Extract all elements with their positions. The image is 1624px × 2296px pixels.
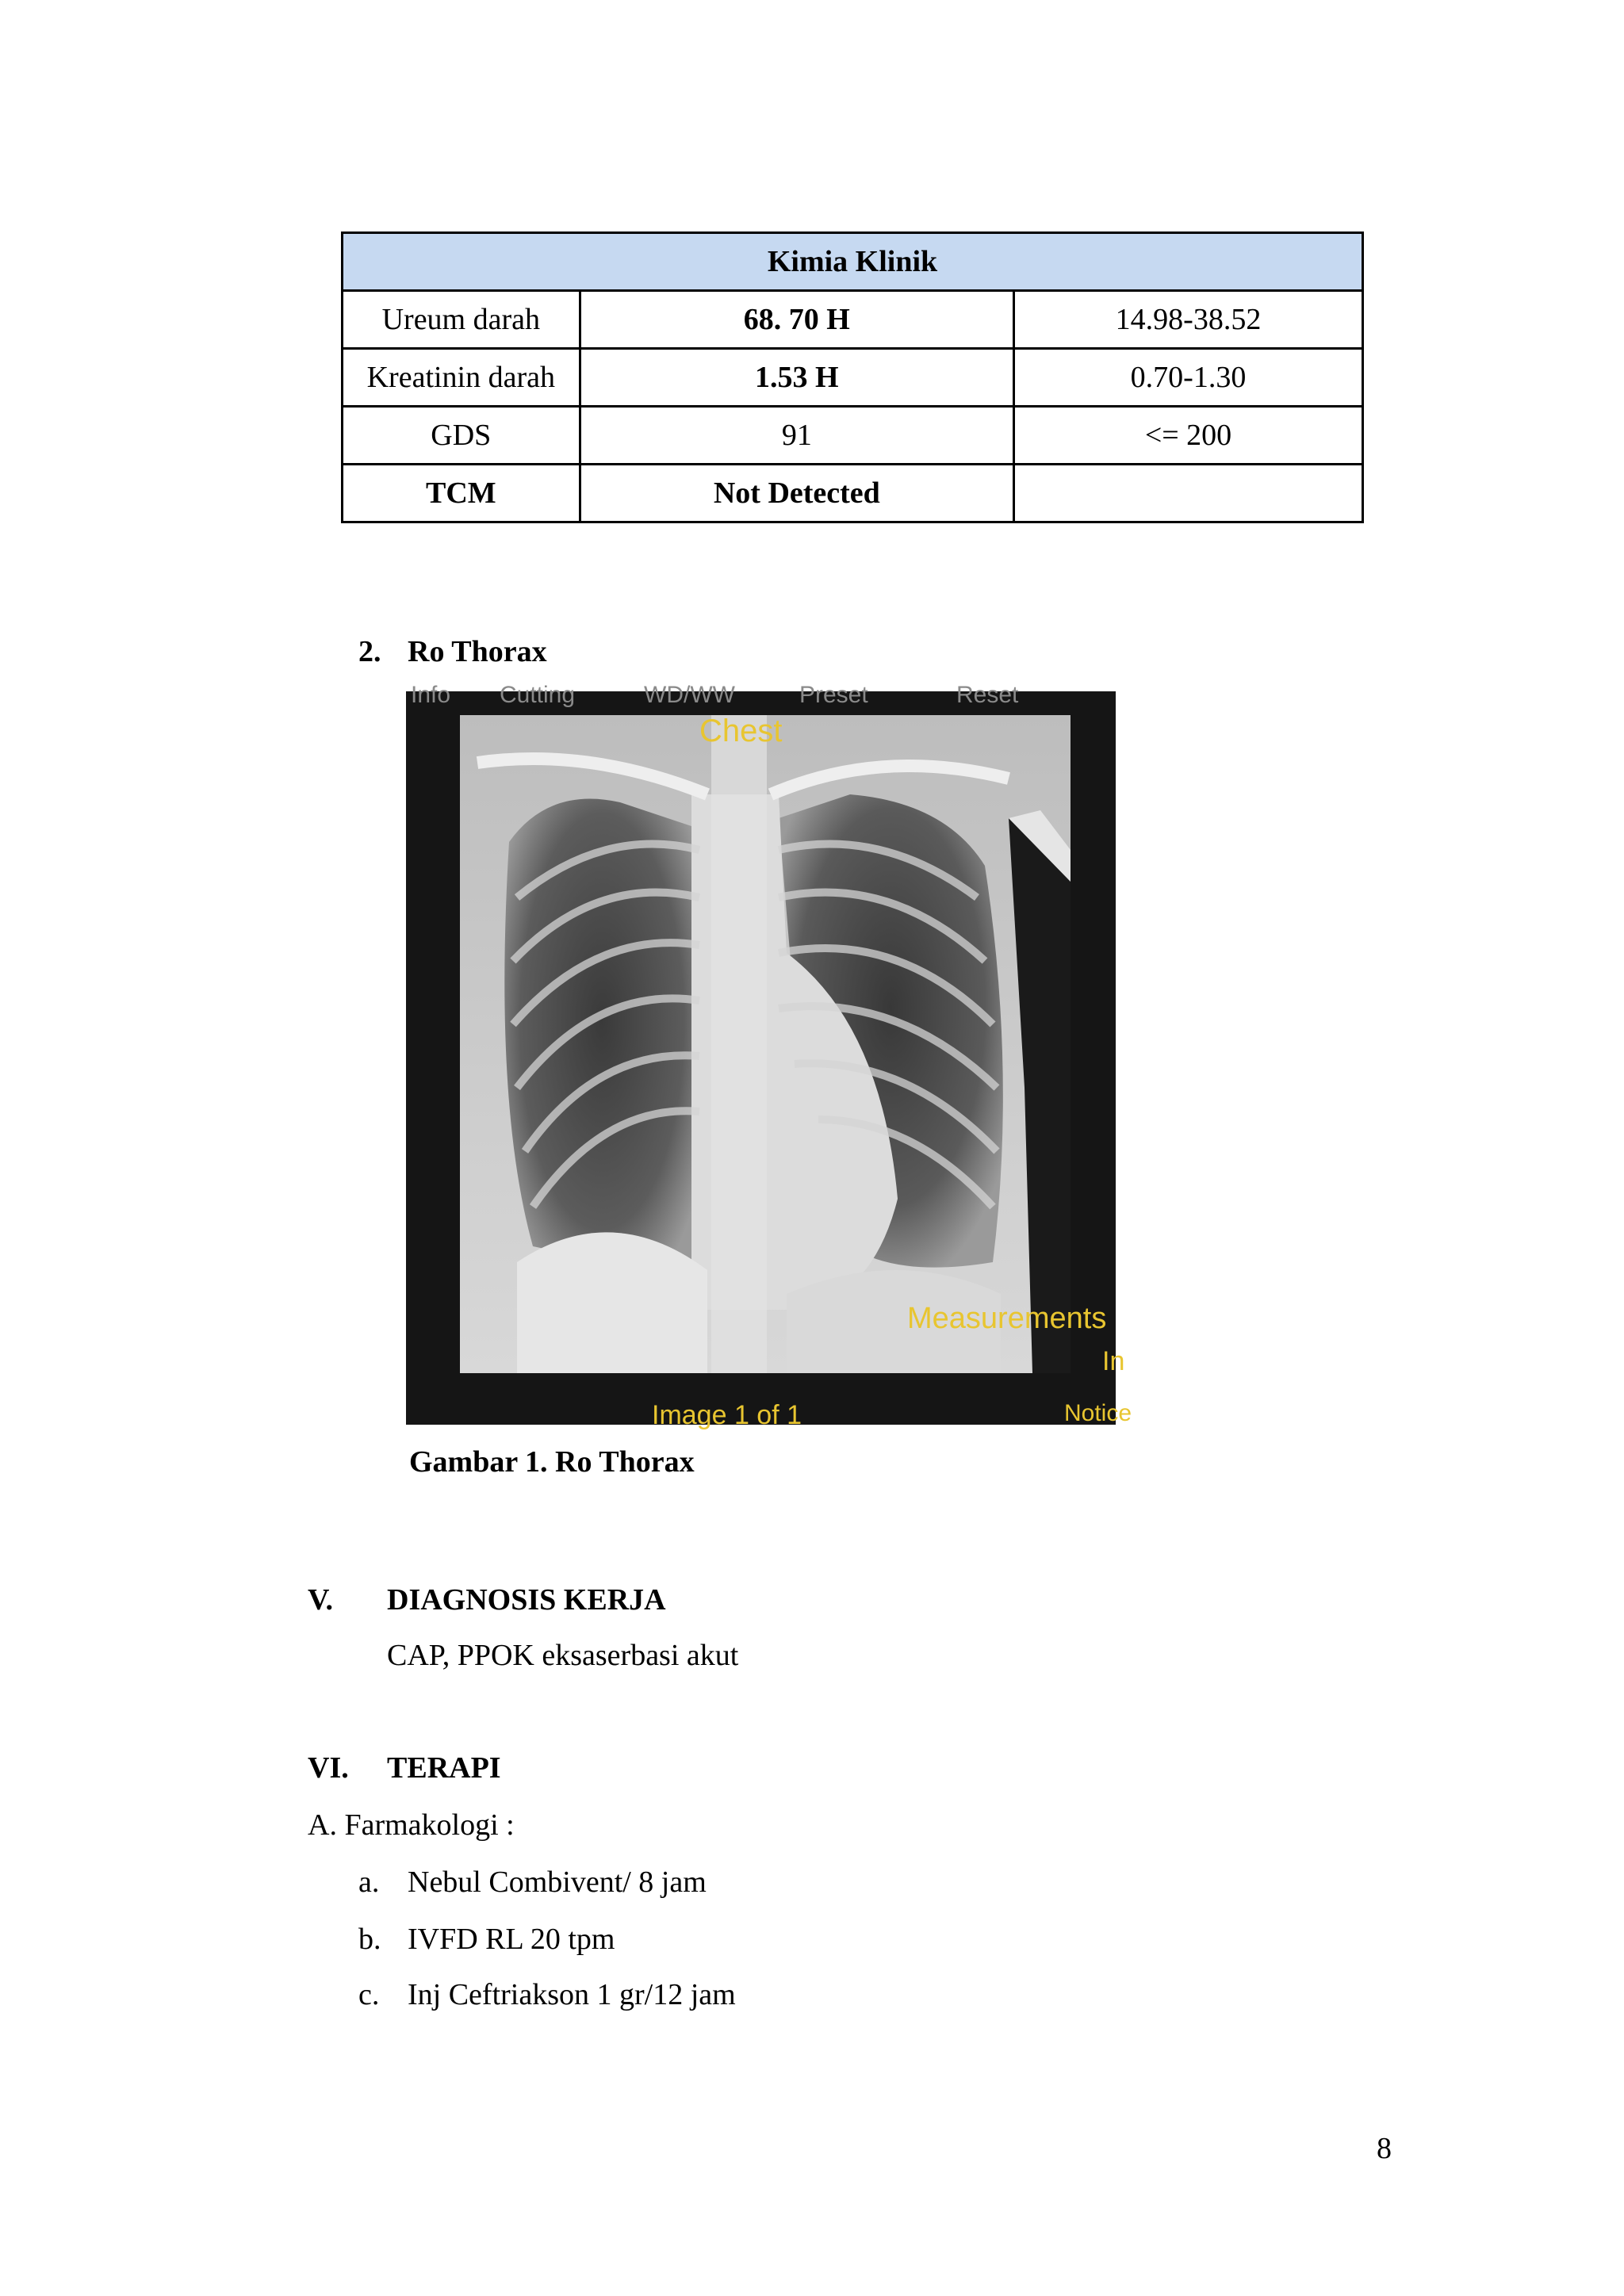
therapy-item-marker: c.	[358, 1978, 380, 2011]
xray-bottom-right-fragment: Notice	[1064, 1400, 1132, 1426]
table-row	[343, 349, 1363, 407]
chest-xray-image	[406, 682, 1132, 1430]
lab-reference-range: <= 200	[1014, 407, 1363, 465]
xray-image-counter: Image 1 of 1	[652, 1400, 802, 1430]
therapy-heading: TERAPI	[387, 1751, 501, 1785]
diagnosis-heading: DIAGNOSIS KERJA	[387, 1583, 666, 1617]
table-header-row	[343, 233, 1363, 291]
table-section-header: Kimia Klinik	[343, 233, 1363, 291]
ro-thorax-number: 2.	[358, 635, 381, 668]
xray-region-label: Chest	[699, 714, 783, 748]
xray-toolbar-preset: Preset	[799, 682, 868, 708]
diagnosis-text: CAP, PPOK eksaserbasi akut	[387, 1639, 739, 1672]
therapy-item-marker: b.	[358, 1923, 381, 1956]
therapy-numeral: VI.	[308, 1751, 349, 1785]
lab-test-name: Kreatinin darah	[343, 349, 580, 407]
table-row	[343, 291, 1363, 349]
lab-reference-range: 0.70-1.30	[1014, 349, 1363, 407]
therapy-item-marker: a.	[358, 1866, 380, 1899]
therapy-item-text: Inj Ceftriakson 1 gr/12 jam	[408, 1978, 736, 2011]
lab-reference-range	[1014, 465, 1363, 522]
therapy-subheading: A. Farmakologi :	[308, 1808, 515, 1842]
therapy-item-text: Nebul Combivent/ 8 jam	[408, 1866, 707, 1899]
lab-result-value: 91	[580, 407, 1013, 465]
figure-caption: Gambar 1. Ro Thorax	[409, 1445, 695, 1479]
lab-result-value: 68. 70 H	[580, 291, 1013, 349]
lab-result-value: 1.53 H	[580, 349, 1013, 407]
lab-test-name: GDS	[343, 407, 580, 465]
xray-measurements-fragment: In	[1102, 1346, 1125, 1376]
diagnosis-numeral: V.	[308, 1583, 334, 1617]
xray-toolbar-info: Info	[411, 682, 451, 708]
xray-toolbar-cutting: Cutting	[500, 682, 576, 708]
lab-test-name: TCM	[343, 465, 580, 522]
xray-toolbar-wdww: WD/WW	[644, 682, 735, 708]
table-row	[343, 465, 1363, 522]
lab-reference-range: 14.98-38.52	[1014, 291, 1363, 349]
xray-toolbar-reset: Reset	[956, 682, 1019, 708]
ro-thorax-title: Ro Thorax	[408, 635, 547, 668]
table-row	[343, 407, 1363, 465]
xray-measurements-label: Measurements	[907, 1302, 1107, 1335]
lab-results-table	[341, 232, 1364, 523]
lab-test-name: Ureum darah	[343, 291, 580, 349]
lab-result-value: Not Detected	[580, 465, 1013, 522]
therapy-item-text: IVFD RL 20 tpm	[408, 1923, 615, 1956]
page-number: 8	[1377, 2132, 1392, 2165]
